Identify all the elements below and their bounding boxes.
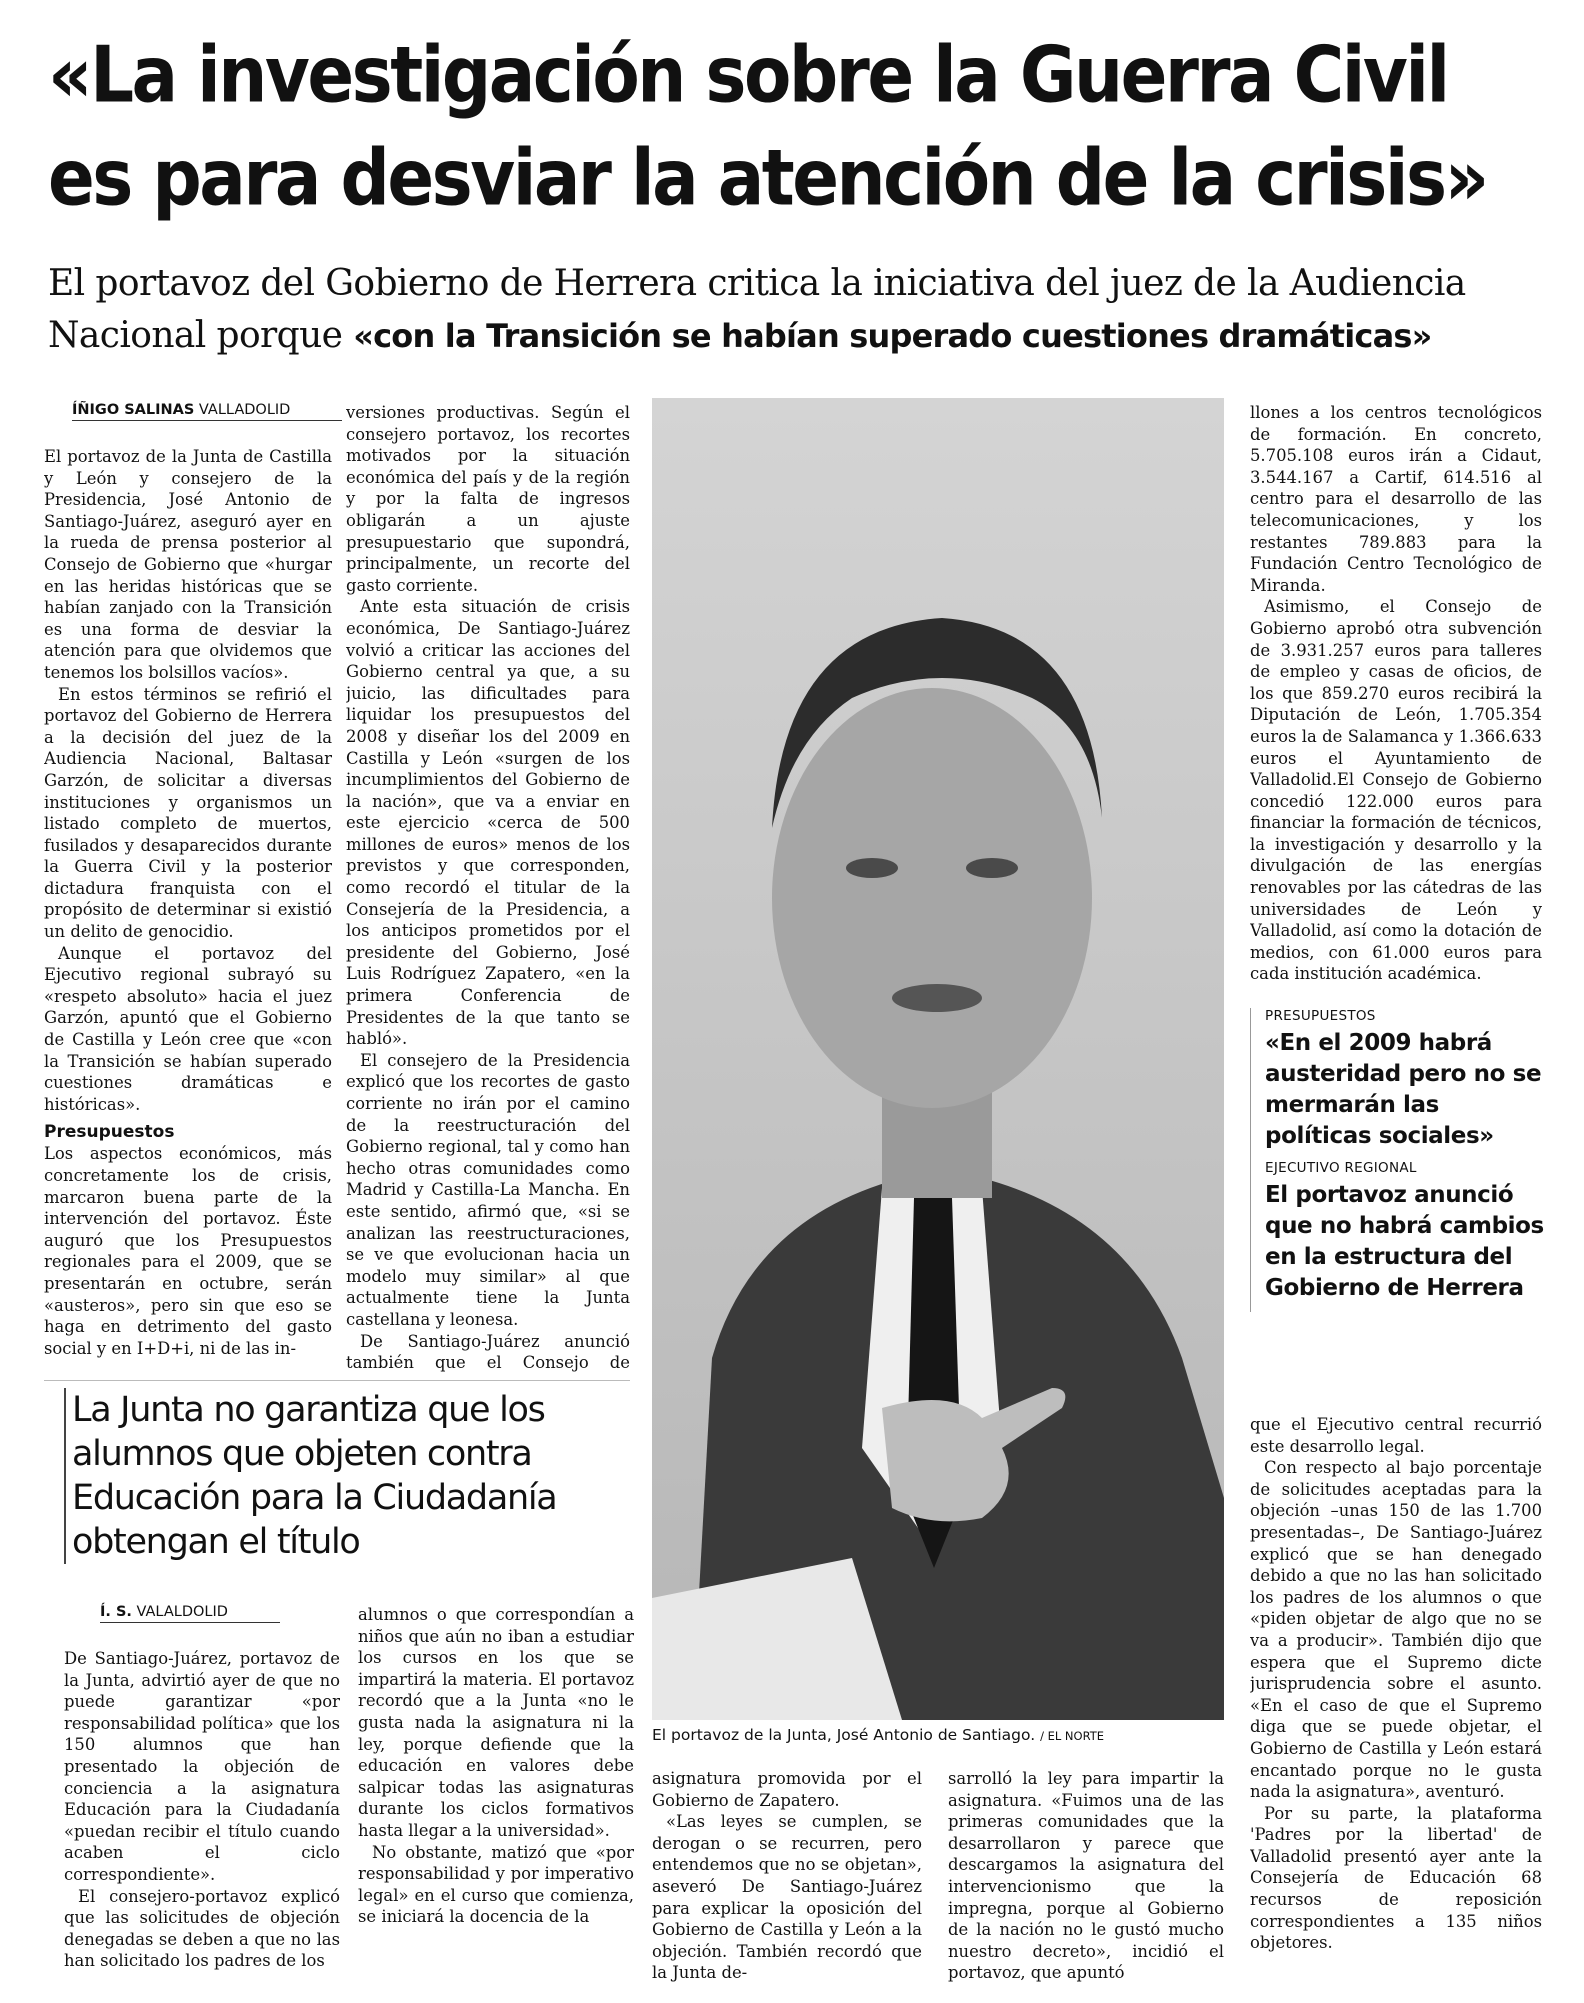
sub-column-1 [64,1648,340,1988]
paragraph: Los aspectos económicos, más concretamente los de crisis, marcaron buena parte de la intervención del portavoz. Éste auguró que los Presupuestos regionales para el 2009, que se presentarán en octubre, serán «austeros», pero sin que eso se haga en detrimento del gasto social y en I+D+i, ni de las in- [44,1144,332,1358]
kicker-presupuestos: PRESUPUESTOS [1265,1008,1376,1024]
pull-quote-box [1250,1008,1550,1312]
sub-column-4 [948,1768,1224,1988]
headline-line-2: es para desviar la atención de la crisis» [48,133,1487,224]
pull-quote-2: El portavoz anunció que no habrá cambios en la estructura del Gobierno de Herrera [1265,1182,1544,1301]
paragraph: El consejero-portavoz explicó que las solicitudes de objeción denegadas se deben a que no las han solicitado los padres de los [64,1886,340,1971]
sub-article-headline: La Junta no garantiza que los alumnos que objeten contra Educación para la Ciudadanía obtengan el título [64,1388,624,1564]
paragraph: No obstante, matizó que «por responsabilidad y por imperativo legal» en el curso que comienza, se iniciará la docencia de la [358,1842,634,1927]
sub-column-3 [652,1768,922,1988]
portrait-photo [652,398,1224,1720]
headline-line-1: «La investigación sobre la Guerra Civil [48,30,1448,121]
paragraph: Ante esta situación de crisis económica, De Santiago-Juárez volvió a criticar las acciones del Gobierno central ya que, a su juicio, las dificultades para liquidar los presupuestos del 2008 y diseñar los del 2009 en Castilla y León «surgen de los incumplimientos del Gobierno de la nación», que va a enviar en este ejercicio «cerca de 500 millones de euros» menos de los previstos y que corresponden, como recordó el titular de la Consejería de la Presidencia, a los anticipos prometidos por el presidente del Gobierno, José Luis Rodríguez Zapatero, «en la primera Conferencia de Presidentes de la que tanto se habló». [346,597,630,1049]
paragraph: De Santiago-Juárez anunció también que el Consejo de [346,1331,630,1373]
sub-byline-place: VALALDOLID [136,1604,228,1620]
paragraph: «Las leyes se cumplen, se derogan o se recurren, pero entendemos que no se objetan», aseveró De Santiago-Juárez para explicar la oposición del Gobierno de Castilla y León a la objeción. También recordó que la Junta de- [652,1812,922,1983]
sub-column-2 [358,1604,634,1988]
paragraph: Con respecto al bajo porcentaje de solicitudes aceptadas para la objeción –unas 150 de las 1.700 presentadas–, De Santiago-Juárez explicó que se han denegado debido a que no las han solicitado los padres de los alumnos o que «piden objetar de algo que no se va a producir». También dijo que espera que el Supremo dicte jurisprudencia sobre el asunto. «En el caso de que el Supremo diga que se puede objetar, el Gobierno de Castilla y León estará encantado porque no le gusta nada la asignatura», aventuró. [1250,1458,1542,1802]
paragraph: En estos términos se refirió el portavoz del Gobierno de Herrera a la decisión del juez de la Audiencia Nacional, Baltasar Garzón, de solicitar a diversas instituciones y organismos un listado completo de muertos, fusilados y desaparecidos durante la Guerra Civil y la posterior dictadura franquista con el propósito de determinar si existió un delito de genocidio. [44,684,332,942]
deck-line-1: El portavoz del Gobierno de Herrera critica la iniciativa del juez de la Audiencia [48,263,1466,304]
deck-bold: «con la Transición se habían superado cuestiones dramáticas» [353,317,1432,355]
byline-place: VALLADOLID [198,402,291,418]
paragraph: llones a los centros tecnológicos de formación. En concreto, 5.705.108 euros irán a Cidaut, 3.544.167 a Cartif, 614.516 al centro para el desarrollo de las telecomunicaciones, y los restantes 789.883 para la Fundación Centro Tecnológico de Miranda. [1250,403,1542,595]
byline-main [72,402,342,421]
caption-credit: / EL NORTE [1040,1729,1105,1743]
section-divider [44,1380,630,1381]
paragraph: Asimismo, el Consejo de Gobierno aprobó otra subvención de 3.931.257 euros para talleres de empleo y casas de oficios, de los que 859.270 euros recibirá la Diputación de León, 1.705.354 euros la de Salamanca y 1.366.633 euros el Ayuntamiento de Valladolid.El Consejo de Gobierno concedió 122.000 euros para financiar la formación de técnicos, la investigación y desarrollo y la divulgación de las energías renovables por las cátedras de las universidades de León y Valladolid, así como la dotación de medios, con 61.000 euros para cada institución académica. [1250,597,1542,984]
paragraph: El portavoz de la Junta de Castilla y León y consejero de la Presidencia, José Antonio de Santiago-Juárez, aseguró ayer en la rueda de prensa posterior al Consejo de Gobierno que «hurgar en las heridas históricas que se habían zanjado con la Transición es una forma de desviar la atención para que olvidemos que tenemos los bolsillos vacíos». [44,447,332,682]
paragraph: asignatura promovida por el Gobierno de Zapatero. [652,1769,922,1810]
main-column-2 [346,402,630,1374]
sub-byline-author: Í. S. [100,1604,132,1620]
paragraph: sarrolló la ley para impartir la asignatura. «Fuimos una de las primeras comunidades que la desarrollaron y parece que descargamos la asignatura del intervencionismo que la impregna, porque al Gobierno de la nación no le gustó mucho nuestro decreto», incidió el portavoz, que apuntó [948,1769,1224,1983]
pull-quote-1: «En el 2009 habrá austeridad pero no se mermarán las políticas sociales» [1265,1030,1542,1149]
main-column-1 [44,446,332,1376]
portrait-photo-illustration [652,398,1224,1720]
paragraph: que el Ejecutivo central recurrió este desarrollo legal. [1250,1415,1542,1456]
subhead-presupuestos: Presupuestos [44,1122,175,1143]
photo-caption [652,1726,1252,1744]
caption-text: El portavoz de la Junta, José Antonio de Santiago. [652,1726,1036,1744]
byline-author: ÍÑIGO SALINAS [72,402,195,418]
main-column-4 [1250,402,1542,1002]
deck-line-2 [48,310,1558,362]
paragraph: Aunque el portavoz del Ejecutivo regional subrayó su «respeto absoluto» hacia el juez Garzón, apuntó que el Gobierno de Castilla y León cree que «con la Transición se habían superado cuestiones dramáticas e históricas». [44,943,332,1114]
paragraph: De Santiago-Juárez, portavoz de la Junta, advirtió ayer de que no puede garantizar «por responsabilidad política» que los 150 alumnos que han presentado la objeción de conciencia a la asignatura Educación para la Ciudadanía «puedan recibir el título cuando acaben el ciclo correspondiente». [64,1649,340,1884]
headline [48,24,1548,230]
sub-article-byline [100,1604,280,1623]
paragraph: El consejero de la Presidencia explicó que los recortes de gasto corriente no irán por el camino de la reestructuración del Gobierno regional, tal y como han hecho otras comunidades como Madrid y Castilla-La Mancha. En este sentido, afirmó que, «si se analizan las reestructuraciones, se ve que evolucionan hacia un modelo muy similar» al que actualmente tiene la Junta castellana y leonesa. [346,1050,630,1329]
kicker-ejecutivo: EJECUTIVO REGIONAL [1265,1160,1417,1176]
deck-plain: Nacional porque [48,315,354,356]
deck [48,258,1558,362]
paragraph: versiones productivas. Según el consejero portavoz, los recortes motivados por la situación económica del país y de la región y por la falta de ingresos obligarán a un ajuste presupuestario que supondrá, principalmente, un recorte del gasto corriente. [346,403,630,595]
paragraph: Por su parte, la plataforma 'Padres por la libertad' de Valladolid presentó ayer ante la Consejería de Educación 68 recursos de reposición correspondientes a 135 niños objetores. [1250,1803,1542,1953]
paragraph: alumnos o que correspondían a niños que aún no iban a estudiar los cursos en los que se impartirá la materia. El portavoz recordó que a la Junta «no le gusta nada la asignatura ni la ley, porque defiende que la educación en valores debe salpicar todas las asignaturas durante los ciclos formativos hasta llegar a la universidad». [358,1605,634,1840]
sub-column-5 [1250,1414,1542,1988]
